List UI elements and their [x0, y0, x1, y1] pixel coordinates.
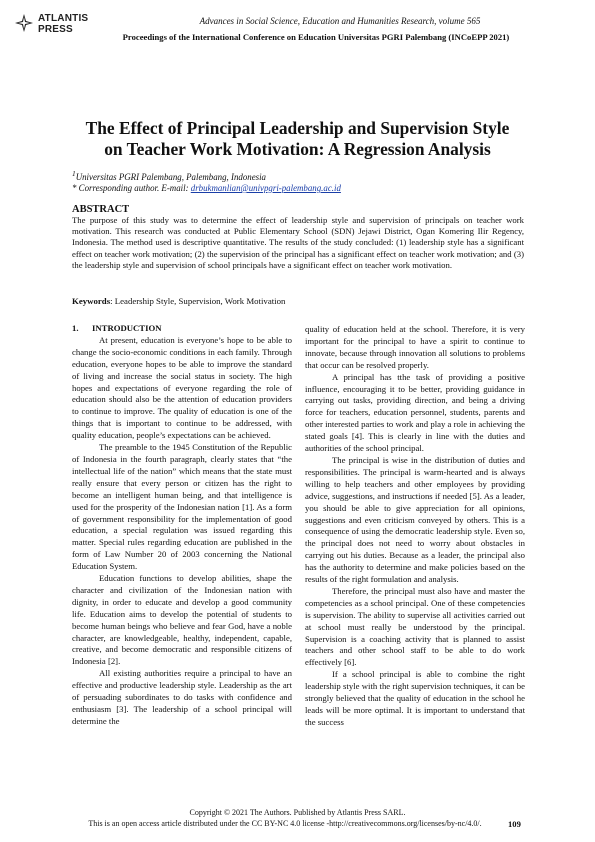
- publisher-logo: [14, 12, 94, 38]
- body-paragraph: All existing authorities require a principal to have an effective and productive leadership style. Leadership as the art of persuading subordinates to do tasks with confidence and enthusiasm [3]. The leadership of a school principal will determine the: [72, 668, 292, 726]
- paper-title: [40, 118, 555, 160]
- corresponding-prefix: * Corresponding author. E-mail:: [72, 182, 191, 193]
- title-line-2: on Teacher Work Motivation: A Regression Analysis: [104, 139, 491, 159]
- logo-text-line1: ATLANTIS: [38, 13, 89, 24]
- body-paragraph: quality of education held at the school. Therefore, it is very important for the principal to have a spirit to continue to innovate, because through innovation all solutions to problems that occur can be resolved properly.: [305, 324, 525, 370]
- right-column: [305, 324, 525, 729]
- copyright-notice: Copyright © 2021 The Authors. Published by Atlantis Press SARL.: [189, 808, 406, 817]
- license-notice: This is an open access article distributed under the CC BY-NC 4.0 license -http://creativecommons.org/licenses/by-nc/4.0/.: [88, 819, 482, 828]
- affiliation-line: [72, 168, 532, 183]
- keywords-line: [72, 296, 285, 306]
- series-header: Advances in Social Science, Education and Humanities Research, volume 565: [199, 16, 481, 26]
- section-heading: [72, 323, 292, 335]
- corresponding-author-line: [72, 183, 532, 194]
- affiliation-text: Universitas PGRI Palembang, Palembang, Indonesia: [75, 171, 266, 182]
- keywords-label: Keywords: [72, 296, 111, 306]
- section-number: 1.: [72, 323, 79, 333]
- affiliation-marker: 1: [72, 169, 76, 178]
- abstract-heading: ABSTRACT: [72, 204, 130, 215]
- proceedings-header: Proceedings of the International Conference on Education Universitas PGRI Palembang (INCoEPP 2021): [122, 32, 510, 42]
- abstract-text: The purpose of this study was to determine the effect of leadership style and supervision of principals on teacher work motivation. This research was conducted at Public Elementary School (SDN) Jejawi District, Ogan Komering Ilir Regency, Indonesia. The method used is descriptive quantitative. The results of the study concluded: (1) leadership style has a significant effect on teacher work motivation; (2) the supervision of the principal has a significant effect on teacher work motivation; and (3) the leadership style and supervision of school principals have a significant effect on teacher work motivation.: [72, 215, 524, 270]
- page-number: 109: [508, 819, 521, 829]
- body-paragraph: Therefore, the principal must also have and master the competencies as a school principal. One of these competencies is supervision. The ability to supervise all activities carried out at school must really be understood by the principal. Supervision is a coaching activity that is planned to assist teachers and other school staff to be able to do work effectively [6].: [305, 585, 525, 668]
- keywords-text: : Leadership Style, Supervision, Work Motivation: [110, 296, 286, 306]
- author-affiliations: [72, 168, 532, 194]
- body-paragraph: If a school principal is able to combine the right leadership style with the right supervision techniques, it can be strongly believed that the quality of education in the school he leads will be more optimal. It is important to understand that the success: [305, 669, 525, 727]
- left-column: [72, 323, 292, 728]
- title-line-1: The Effect of Principal Leadership and Supervision Style: [85, 118, 510, 138]
- body-paragraph: The principal is wise in the distribution of duties and responsibilities. The principal is warm-hearted and is always willing to help teachers and other employees by providing advice, suggestions, and instructions if needed [5]. As a leader, you should be able to give appreciation for all opinions, suggestions and even criticism conveyed by others. This is a consequence of using the democratic leadership style. Even so, the principal does not need to worry about obstacles in carrying out his duties. Because as a leader, the principal also has the authority to determine and make policies based on the results of the right formulation and analysis.: [305, 454, 525, 585]
- section-title: INTRODUCTION: [92, 323, 162, 333]
- email-link[interactable]: drbukmanlian@univpgri-palembang.ac.id: [190, 182, 341, 193]
- atlantis-logo-icon: [14, 13, 34, 33]
- body-paragraph: At present, education is everyone’s hope to be able to change the socio-economic conditions in each family. Through education, everyone hopes to be able to improve the standard of living and increase the social status in society. The high hopes and expectations of everyone regarding the role of education should also be the attention of education providers to continue to improve. The quality of education is one of the things that is important to continue to be addressed, with quality education, people’s expectations can be achieved.: [72, 334, 292, 441]
- logo-text-line2: PRESS: [38, 24, 73, 35]
- body-paragraph: Education functions to develop abilities, shape the character and civilization of the Indonesian nation with dignity, in order to educate and develop a good community life. Education aims to develop the potential of students to become human beings who believe and fear God, have a noble character, are knowledgeable, healthy, independent, capable, creative, and become democratic and responsible citizens of Indonesia [2].: [72, 573, 292, 667]
- body-paragraph: A principal has tthe task of providing a positive influence, encouraging it to be better, providing guidance in carrying out tasks, providing direction, and being a driving force for teachers, education personnel, students, parents and other interested parties to work and play a role in achieving the stated goals [4]. This is clearly in line with the duties and authorities of the school principal.: [305, 371, 525, 454]
- body-paragraph: The preamble to the 1945 Constitution of the Republic of Indonesia in the fourth paragraph, clearly states that “the intellectual life of the nation” which means that the state must really ensure that every person or citizen has the right to become an intelligent human being, and that intelligence is used for the prosperity of the Indonesian nation [1]. As a form of government responsibility for the implementation of good education, a special regulation was issued regarding this matter. Special rules regarding education are published in the form of Law Number 20 of 2003 concerning the National Education System.: [72, 442, 292, 572]
